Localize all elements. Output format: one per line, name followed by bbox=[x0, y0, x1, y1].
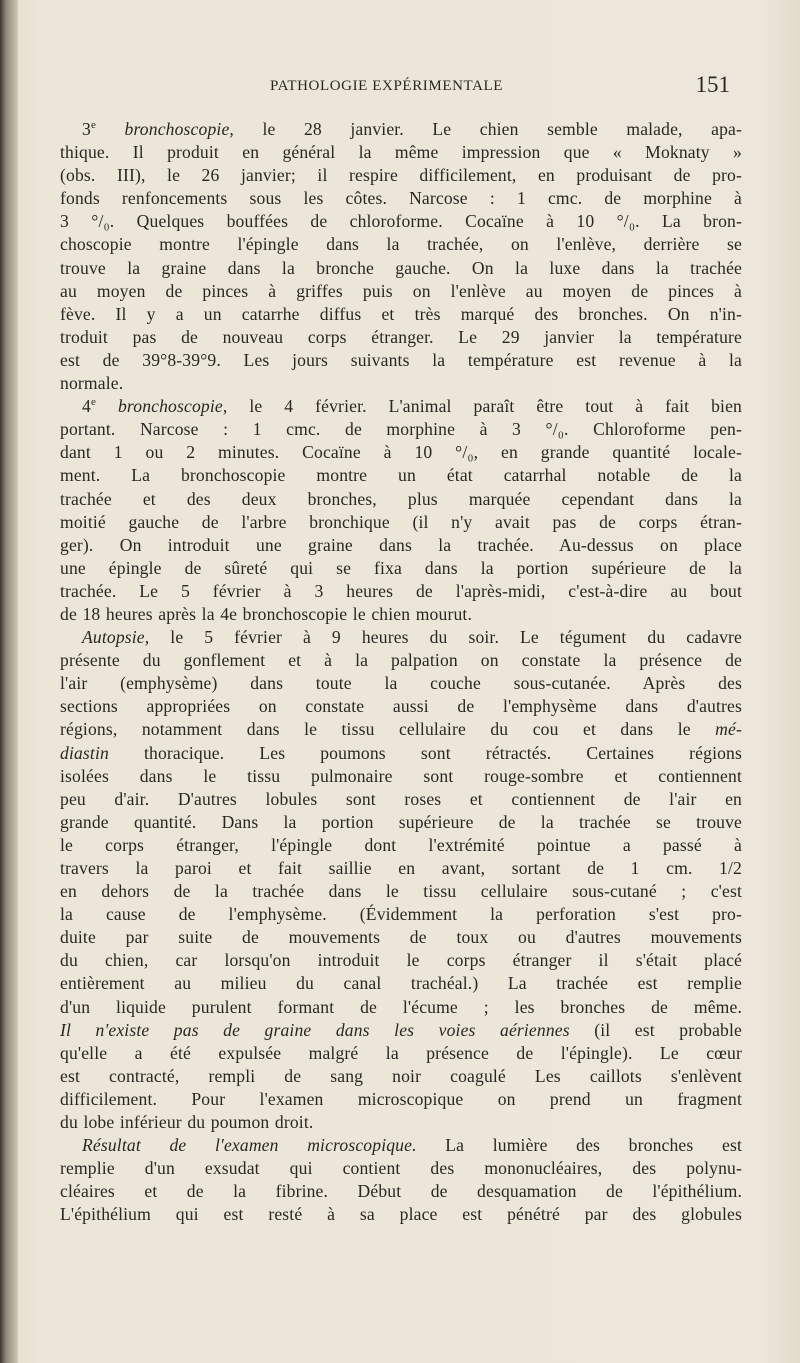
text-line: le corps étranger, l'épingle dont l'extrémité pointue a passé à bbox=[60, 834, 742, 855]
text-line: grande quantité. Dans la portion supérieure de la trachée se trouve bbox=[60, 811, 742, 832]
text-line: 3 °/₀. Quelques bouffées de chloroforme. Cocaïne à 10 °/₀. La bron- bbox=[60, 211, 742, 232]
italic-word: mé- bbox=[715, 719, 742, 740]
line-text: (il est probable bbox=[569, 1019, 742, 1040]
book-spine-shadow bbox=[0, 0, 18, 1363]
text-line: choscopie montre l'épingle dans la trachée, on l'enlève, derrière se bbox=[60, 234, 742, 255]
ordinal-number: 3 bbox=[82, 119, 91, 139]
text-line: fève. Il y a un catarrhe diffus et très marqué des bronches. On n'in- bbox=[60, 303, 742, 324]
paragraph-microscopy-result bbox=[60, 1134, 742, 1226]
text-line: (obs. III), le 26 janvier; il respire difficilement, en produisant de pro- bbox=[60, 165, 742, 186]
text-line: fonds renfoncements sous les côtes. Narcose : 1 cmc. de morphine à bbox=[60, 188, 742, 209]
line-text: le 4 février. L'animal paraît être tout à fait bien bbox=[227, 396, 742, 417]
line-text: régions, notamment dans le tissu cellulaire du cou et dans le bbox=[60, 719, 716, 740]
text-line: trachée et des deux bronches, plus marquée cependant dans la bbox=[60, 488, 742, 509]
ordinal-number: 4 bbox=[82, 396, 91, 417]
text-line: thique. Il produit en général la même impression que « Moknaty » bbox=[60, 142, 742, 163]
body-text bbox=[60, 118, 742, 1227]
text-line: est contracté, rempli de sang noir coagulé Les caillots s'enlèvent bbox=[60, 1065, 742, 1086]
text-line: duite par suite de mouvements de toux ou d'autres mouvements bbox=[60, 927, 742, 948]
text-line: au moyen de pinces à griffes puis on l'enlève au moyen de pinces à bbox=[60, 280, 742, 301]
text-line: une épingle de sûreté qui se fixa dans la portion supérieure de la bbox=[60, 557, 742, 578]
text-line bbox=[60, 395, 742, 418]
text-line: qu'elle a été expulsée malgré la présence de l'épingle). Le cœur bbox=[60, 1042, 742, 1063]
text-line: difficilement. Pour l'examen microscopique on prend un fragment bbox=[60, 1088, 742, 1109]
line-text: thoracique. Les poumons sont rétractés. Certaines régions bbox=[108, 742, 742, 763]
line-text: La lumière des bronches est bbox=[416, 1135, 742, 1156]
text-line: cléaires et de la fibrine. Début de desquamation de l'épithélium. bbox=[60, 1181, 742, 1202]
text-line: isolées dans le tissu pulmonaire sont rouge-sombre et contiennent bbox=[60, 765, 742, 786]
italic-heading: bronchoscopie, bbox=[117, 396, 228, 417]
text-line: travers la paroi et fait saillie en avant, sortant de 1 cm. 1/2 bbox=[60, 858, 742, 878]
text-line: ger). On introduit une graine dans la trachée. Au-dessus on place bbox=[60, 534, 742, 555]
text-line: dant 1 ou 2 minutes. Cocaïne à 10 °/₀, en grande quantité locale- bbox=[60, 442, 742, 463]
text-line bbox=[60, 1019, 742, 1042]
text-line bbox=[60, 1134, 742, 1157]
text-line bbox=[60, 118, 742, 141]
space bbox=[96, 119, 125, 139]
line-text: le 28 janvier. Le chien semble malade, apa- bbox=[233, 119, 742, 139]
text-line: du lobe inférieur du poumon droit. bbox=[60, 1112, 314, 1133]
ordinal-suffix: e bbox=[90, 119, 96, 132]
text-line: présente du gonflement et à la palpation on constate la présence de bbox=[60, 650, 742, 671]
text-line: entièrement au milieu du canal trachéal.) La trachée est remplie bbox=[60, 973, 742, 994]
text-line bbox=[60, 718, 742, 741]
running-title: PATHOLOGIE EXPÉRIMENTALE bbox=[270, 78, 504, 94]
text-line: remplie d'un exsudat qui contient des mononucléaires, des polynu- bbox=[60, 1158, 742, 1179]
text-line: portant. Narcose : 1 cmc. de morphine à 3 °/₀. Chloroforme pen- bbox=[60, 419, 742, 440]
italic-word: diastin bbox=[60, 742, 109, 763]
line-text: le 5 février à 9 heures du soir. Le tégument du cadavre bbox=[149, 627, 742, 648]
text-line: de 18 heures après la 4e bronchoscopie le chien mourut. bbox=[60, 603, 472, 624]
text-line: en dehors de la trachée dans le tissu cellulaire sous-cutané ; c'est bbox=[60, 881, 742, 902]
text-line: trachée. Le 5 février à 3 heures de l'après-midi, c'est-à-dire au bout bbox=[60, 580, 742, 601]
text-line bbox=[60, 626, 742, 649]
paragraph-autopsy bbox=[60, 626, 742, 1134]
italic-heading: bronchoscopie, bbox=[124, 119, 234, 139]
text-line: est de 39°8-39°9. Les jours suivants la température est revenue à la bbox=[60, 349, 742, 370]
text-line: du chien, car lorsqu'on introduit le corps étranger il s'était placé bbox=[60, 950, 742, 971]
text-line: normale. bbox=[60, 373, 124, 394]
italic-phrase: Il n'existe pas de graine dans les voies aériennes bbox=[60, 1019, 570, 1040]
paragraph-fourth-bronchoscopy bbox=[60, 395, 742, 626]
text-line: peu d'air. D'autres lobules sont roses et contiennent de l'air en bbox=[60, 788, 742, 809]
italic-heading: Résultat de l'examen microscopique. bbox=[82, 1135, 417, 1156]
italic-heading: Autopsie, bbox=[82, 627, 150, 648]
text-line: ment. La bronchoscopie montre un état catarrhal notable de la bbox=[60, 465, 742, 486]
text-line: troduit pas de nouveau corps étranger. Le 29 janvier la température bbox=[60, 326, 742, 347]
page-number: 151 bbox=[695, 72, 730, 97]
text-line: trouve la graine dans la bronche gauche. On la luxe dans la trachée bbox=[60, 257, 742, 278]
space bbox=[96, 396, 118, 416]
text-line: sections appropriées on constate aussi de l'emphysème dans d'autres bbox=[60, 696, 742, 717]
text-line: l'air (emphysème) dans toute la couche sous-cutanée. Après des bbox=[60, 673, 742, 694]
text-line: d'un liquide purulent formant de l'écume ; les bronches de même. bbox=[60, 996, 742, 1017]
paragraph-third-bronchoscopy bbox=[60, 118, 742, 395]
text-line bbox=[60, 742, 742, 765]
text-line: moitié gauche de l'arbre bronchique (il n'y avait pas de corps étran- bbox=[60, 511, 742, 532]
running-head bbox=[70, 70, 730, 110]
ordinal-suffix: e bbox=[90, 396, 96, 409]
text-line: L'épithélium qui est resté à sa place est pénétré par des globules bbox=[60, 1204, 742, 1225]
text-line: la cause de l'emphysème. (Évidemment la perforation s'est pro- bbox=[60, 904, 742, 925]
